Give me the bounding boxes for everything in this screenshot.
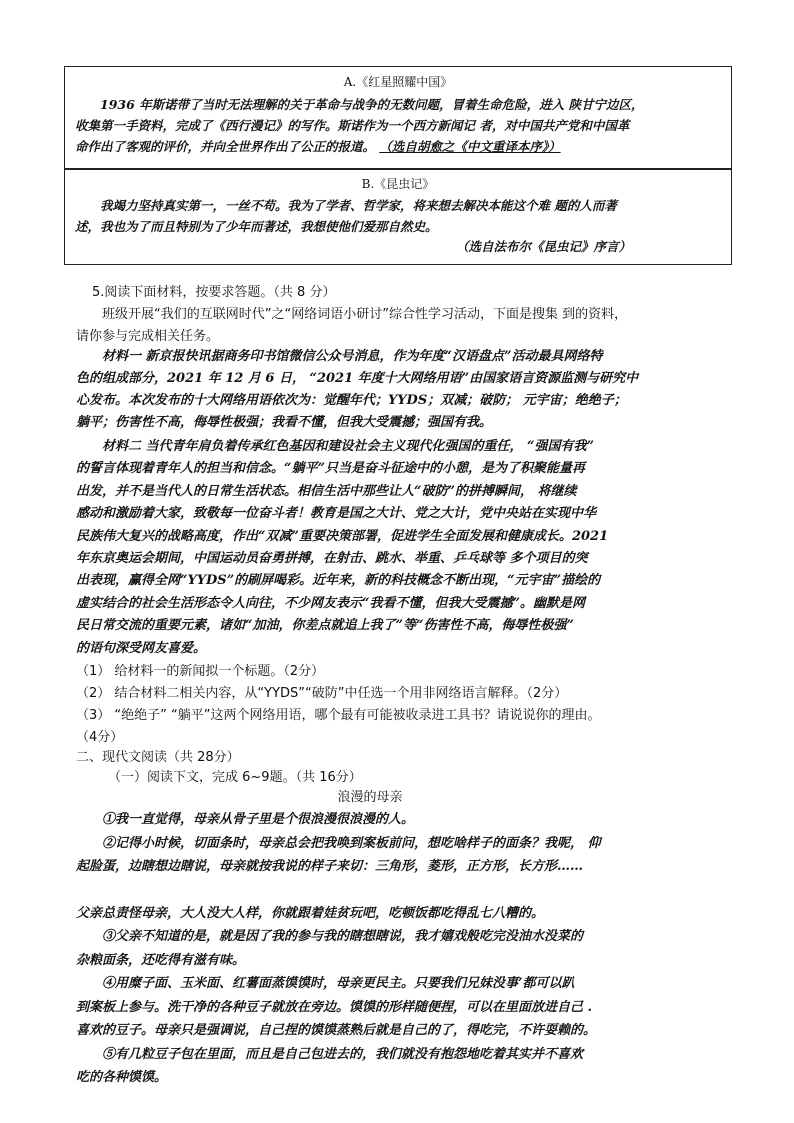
material-1 — [76, 346, 736, 434]
excerpt-a-title: A.《红星照耀中国》 — [343, 75, 453, 89]
task-1: （1） 给材料一的新闻拟一个标题。（2分） — [76, 664, 325, 679]
excerpt-b-title: B.《昆虫记》 — [361, 177, 435, 191]
material-2-line: 年东京奥运会期间，中国运动员奋勇拼搏，在射击、跳水、举重、乒乓球等 多个项目的突 — [76, 551, 588, 567]
material-2-line: 出发，并不是当代人的日常生活状态。相信生活中那些让人“破防”的拼搏瞬间， 将继续 — [76, 483, 577, 499]
question-5-heading: 5.阅读下面材料，按要求答题。（共 8 分） — [92, 285, 336, 300]
material-1-line: 躺平；伤害性不高，侮辱性极强；我看不懂，但我大受震撼；强国有我。 — [76, 415, 493, 430]
material-2-line: 感动和激励着大家，致敬每一位奋斗者！教育是国之大计、党之大计，党中央站在实现中华 — [76, 506, 597, 522]
material-2-line: 材料二 当代青年肩负着传承红色基因和建设社会主义现代化强国的重任， “强国有我” — [102, 439, 595, 454]
task-3-points: （4分） — [76, 730, 124, 745]
excerpt-b-body — [65, 195, 731, 237]
section-2-heading: 二、现代文阅读（共 28分） — [76, 750, 240, 765]
article-paragraph-cont: 杂粮面条，还吃得有滋有味。 — [76, 952, 246, 968]
article-paragraph: ①我一直觉得，母亲从骨子里是个很浪漫很浪漫的人。 — [102, 812, 415, 827]
article-paragraph-cont: 喜欢的豆子。母亲只是强调说，自己捏的馍馍蒸熟后就是自己的了，得吃完，不许耍赖的。 — [76, 1023, 597, 1038]
intro-line: 请你参与完成相关任务。 — [76, 329, 220, 344]
article-paragraph: ⑤有几粒豆子包在里面，而且是自己包进去的，我们就没有抱怨地吃着其实并不喜欢 — [102, 1046, 584, 1062]
material-2-line: 民族伟大复兴的战略高度，作出“双减”重要决策部署，促进学生全面发展和健康成长。2021 — [76, 528, 609, 544]
excerpt-a-line: 命作出了客观的评价，并向全世界作出了公正的报道。 （选自胡愈之《中文重译本序》） — [75, 139, 561, 154]
excerpt-a-line: 1936 年斯诺带了当时无法理解的关于革命与战争的无数问题，冒着生命危险，进入 陕甘宁边区， — [100, 97, 644, 112]
excerpt-b-source: （选自法布尔《昆虫记》序言） — [455, 239, 631, 254]
section-2-subheading: （一）阅读下文，完成 6~9题。（共 16分） — [108, 770, 362, 785]
excerpt-a-source: （选自胡愈之《中文重译本序》） — [379, 139, 561, 154]
material-1-line: 色的组成部分，2021 年 12 月 6 日， “2021 年度十大网络用语”由国家语言资源监测与研究中 — [76, 371, 639, 386]
article-paragraph-cont: 吃的各种馍馍。 — [76, 1070, 168, 1085]
article-paragraph-cont: 起脸蛋，边瞎想边瞎说，母亲就按我说的样子来切：三角形，菱形，正方形，长方形…… — [76, 859, 584, 874]
material-2 — [76, 436, 736, 660]
intro-line: 班级开展“我们的互联网时代”之“网络词语小研讨”综合性学习活动，下面是搜集 到的资料， — [102, 307, 628, 322]
excerpt-b-line: 我竭力坚持真实第一，一丝不苟。我为了学者、哲学家，将来想去解决本能这个难 题的人而著 — [100, 198, 617, 213]
task-2: （2） 结合材料二相关内容，从“YYDS”“破防”中任选一个用非网络语言解释。（2分） — [76, 686, 568, 701]
task-3: （3） “绝绝子” “躺平”这两个网络用语，哪个最有可能被收录进工具书？请说说你的理由。 — [76, 708, 601, 723]
article-paragraph-cont: 到案板上参与。洗干净的各种豆子就放在旁边。馍馍的形样随便捏，可以在里面放进自己 . — [76, 999, 593, 1015]
question-5 — [76, 282, 732, 348]
excerpt-box-a — [64, 66, 732, 170]
material-1-line: 心发布。本次发布的十大网络用语依次为：觉醒年代；YYDS；双减；破防； 元宇宙；绝绝子； — [76, 393, 627, 408]
material-2-line: 民日常交流的重要元素，诸如“加油，你差点就追上我了”等“伤害性不高，侮辱性极强” — [76, 618, 574, 634]
article-paragraph: ②记得小时候，切面条时，母亲总会把我唤到案板前问，想吃啥样子的面条？我呢， 仰 — [102, 835, 601, 851]
excerpt-a-line: 收集第一手资料，完成了《西行漫记》的写作。斯诺作为一个西方新闻记 者，对中国共产党和中国革 — [75, 118, 630, 133]
article-title: 浪漫的母亲 — [337, 790, 403, 805]
question-5-tasks — [76, 661, 736, 749]
material-2-line: 出表现，赢得全网“YYDS”的刷屏喝彩。近年来，新的科技概念不断出现，“元宇宙”描绘的 — [76, 573, 601, 589]
material-2-line: 虚实结合的社会生活形态令人向往，不少网友表示“我看不懂，但我大受震撼”。幽默是网 — [76, 595, 585, 611]
article-paragraph: ④用糜子面、玉米面、红薯面蒸馍馍时，母亲更民主。只要我们兄妹没事’都可以趴 — [102, 976, 575, 991]
material-2-line: 的誓言体现着青年人的担当和信念。“躺平”只当是奋斗征途中的小憩，是为了积聚能量再 — [76, 461, 585, 477]
article-paragraph: ③父亲不知道的是，就是因了我的参与我的瞎想瞎说，我才嬉戏般吃完没油水没菜的 — [102, 929, 584, 944]
article-body — [76, 808, 736, 1090]
excerpt-a-body — [65, 94, 731, 157]
article-paragraph: 父亲总责怪母亲，大人没大人样，你就跟着娃贫玩吧，吃顿饭都吃得乱七八糟的。 — [76, 905, 545, 921]
excerpt-b-line: 述，我也为了而且特别为了少年而著述，我想使他们爱那自然史。 — [75, 219, 438, 234]
section-2-header — [76, 748, 736, 808]
excerpt-box-b — [64, 168, 732, 265]
material-2-line: 的语句深受网友喜爱。 — [76, 640, 207, 656]
material-1-line: 材料一 新京报快讯据商务印书馆微信公众号消息，作为年度“汉语盘点”活动最具网络特 — [102, 349, 603, 364]
